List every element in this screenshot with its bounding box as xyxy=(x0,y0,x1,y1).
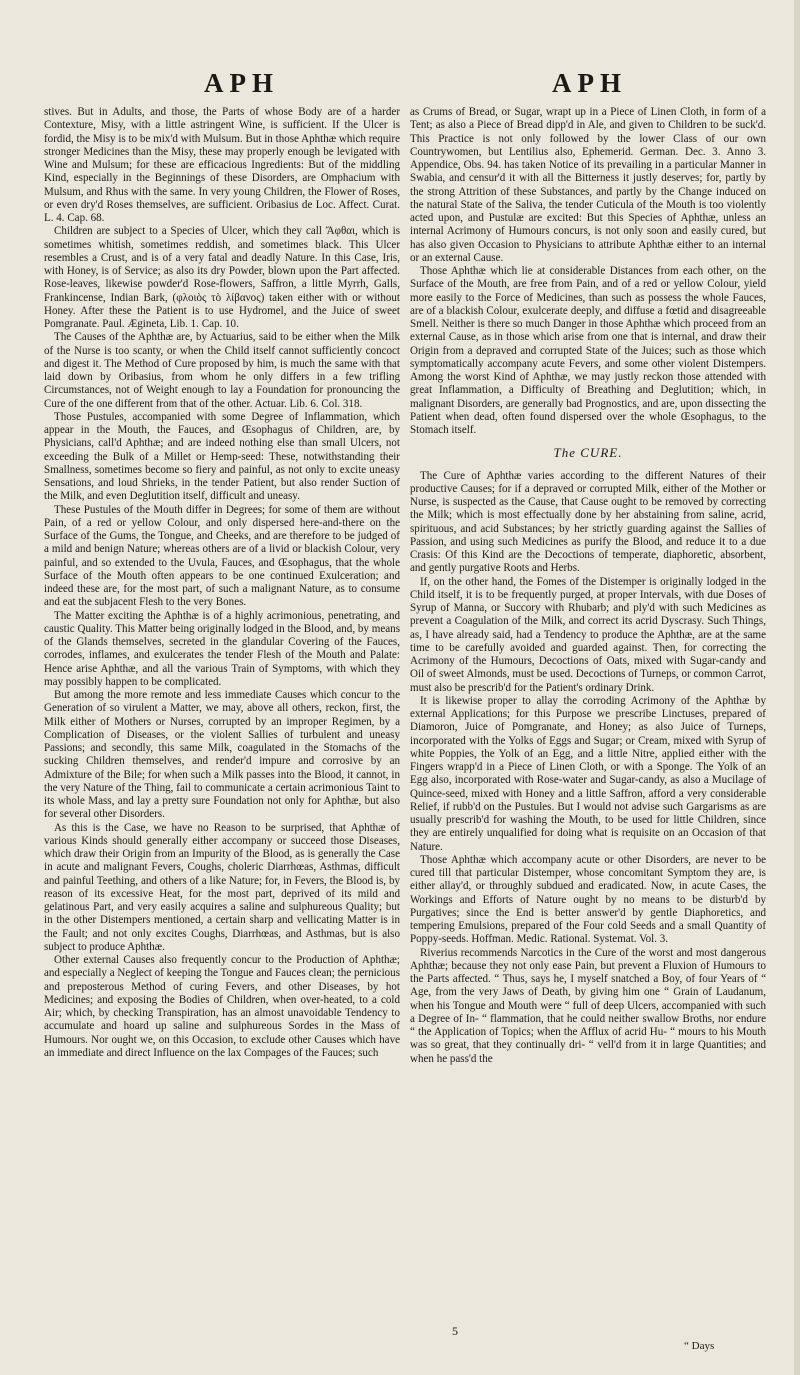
running-head-left: APH xyxy=(204,68,279,98)
section-heading-cure: The CURE. xyxy=(553,445,623,461)
paragraph: As this is the Case, we have no Reason to be surprised, that Aphthæ of various Kinds should generally either accompany or succeed those Diseases, which draw their Origin from an Impurity of the Blood, as is generally the Case in acute and malignant Fevers, Coughs, choleric Diarrhœas, Asthmas, difficult and painful Teething, and others of a like Nature; for, in Fevers, the Blood is, by reason of its excessive Heat, for the most part, deprived of its mild and gelatinous Part, and very easily acquires a saline and sulphureous Quality; but in the other Distempers mentioned, a certain sharp and vellicating Matter is in the Fault; and not only excites Coughs, Diarrhœas, and Asthmas, but is also subject to produce Aphthæ. xyxy=(44,821,400,953)
paragraph: Children are subject to a Species of Ulcer, which they call Ἄφθαι, which is sometimes whitish, sometimes reddish, and sometimes black. This Ulcer resembles a Crust, and is of a very fatal and deadly Nature. In this Case, Iris, with Honey, is of Service; as also its dry Powder, blown upon the Part affected. Rose-leaves, likewise powder'd Rose-flowers, Saffron, a little Myrrh, Galls, Frankincense, Indian Bark, (φλοιὸς τὸ λίβανος) taken either with or without Honey. After these the Patient is to use Hydromel, and the Juice of sweet Pomgranate. Paul. Ægineta, Lib. 1. Cap. 10. xyxy=(44,225,400,330)
paragraph: Other external Causes also frequently concur to the Production of Aphthæ; and especially a Neglect of keeping the Tongue and Fauces clean; the pernicious and preposterous Method of curing Fevers, and other Diseases, by hot Medicines; and exposing the Bodies of Children, when over-heated, to a cold Air; which, by checking Transpiration, has an almost unavoidable Tendency to accumulate and hoard up saline and sulphureous Sordes in the Mass of Humours. Nor ought we, on this Occasion, to exclude other Causes which have an immediate and direct Influence on the lax Compages of the Fauces; such xyxy=(44,954,400,1059)
paragraph: It is likewise proper to allay the corroding Acrimony of the Aphthæ by external Applications; for this Purpose we prescribe Linctuses, prepared of Diamoron, Juice of Pomgranate, and Honey; as also Juice of Turneps, incorporated with the Yolks of Eggs and Sugar; or Cream, mixed with Syrup of white Poppies, the Yolk of an Egg, and a little Nitre, applied either with the Fingers wrapp'd in a Piece of Linen Cloth, or with a Sponge. The Yolk of an Egg also, incorporated with Rose-water and Sugar-candy, as also a Mucilage of Quince-seed, mixed with Honey and a little Saffron, afford a very considerable Relief, if rubb'd on the Pustules. But I would not advise such Gargarisms as are usually prescrib'd for washing the Mouth, to be used for little Children, since they are entirely unqualified for doing what is requisite on an Occasion of that Nature. xyxy=(410,694,766,853)
paragraph: Riverius recommends Narcotics in the Cure of the worst and most dangerous Aphthæ; because they not only ease Pain, but prevent a Fluxion of Humours to the Parts affected. “ Thus, says he, I myself snatched a Boy, of four Years of “ Age, from the very Jaws of Death, by giving him one “ Grain of Laudanum, when his Tongue and Mouth were “ full of deep Ulcers, accompanied with such a Degree of In- “ flammation, that he could neither swallow Broths, nor endure “ the Application of Topics; when the Afflux of acrid Hu- “ mours to his Mouth was so great, that they continually dri- “ vell'd from it in large Quantities; and when he pass'd the xyxy=(410,946,766,1065)
paragraph: The Causes of the Aphthæ are, by Actuarius, said to be either when the Milk of the Nurse is too scanty, or when the Child itself cannot sufficiently concoct and digest it. The Method of Cure proposed by him, is much the same with that laid down by Oribasius, from whom he only differs in a few trifling Circumstances, not of Weight enough to lay a Foundation for pronouncing the Cure of the one different from that of the other. Actuar. Lib. 6. Col. 318. xyxy=(44,331,400,410)
running-head-right: APH xyxy=(552,68,627,98)
running-headers xyxy=(44,60,766,106)
left-column xyxy=(44,106,400,1066)
catchword: “ Days xyxy=(684,1340,715,1352)
paragraph: Those Aphthæ which lie at considerable Distances from each other, on the Surface of the Mouth, are free from Pain, and of a red or yellow Colour, yield more easily to the Force of Medicines, than such as possess the whole Fauces, are of a blackish Colour, exulcerate deeply, and diffuse a fœtid and disagreeable Smell. Neither is there so much Danger in those Aphthæ which proceed from an external Cause, as in those which arise from one that is internal, and draw their Origin from a depraved and corrupted State of the Juices; such as those which symptomatically accompany acute Fevers, and some other violent Distempers. Among the worst Kind of Aphthæ, we may justly reckon those attended with great Inflammation, a Difficulty of Breathing and Deglutition; which, in malignant Disorders, are generally bad Prognostics, and are, upon dissecting the Patient when dead, often found dispersed over the whole Œsophagus, to the Stomach itself. xyxy=(410,265,766,436)
paragraph: If, on the other hand, the Fomes of the Distemper is originally lodged in the Child itself, it is to be frequently purged, at proper Intervals, with due Doses of Syrup of Manna, or Succory with Rhubarb; and ply'd with such Medicines as prevent a Coagulation of the Milk, and correct its acrid Dyscrasy. Such Things, as, I have already said, had a Tendency to produce the Aphthæ, are at the same time to be carefully avoided and guarded against. Then, for correcting the Acrimony of the Humours, Decoctions of Oats, mixed with Sugar-candy and Oil of sweet Almonds, must be used. Decoctions of Turneps, or common Carrot, must also be prescrib'd for the Patient's ordinary Drink. xyxy=(410,575,766,694)
paragraph: as Crums of Bread, or Sugar, wrapt up in a Piece of Linen Cloth, in form of a Tent; as also a Piece of Bread dipp'd in Ale, and given to Children to be suck'd. This Practice is not only followed by the lower Class of our own Countrywomen, but Lentilius also, Ephemerid. German. Dec. 3. Anno 3. Appendice, Obs. 94. has taken Notice of its prevailing in a particular Manner in Swabia, and censur'd it with all the Bitterness it justly deserves; for, partly by the strong Attrition of these Substances, and partly by the Change induced on the natural State of the Saliva, the tender Cuticula of the Mouth is too violently acted upon, and Pustulæ are excited: But this Species of Aphthæ, unless an internal Acrimony of Humours concurs, is not only soon and easily cured, but has also given Occasion to Physicians to attribute Aphthæ either to an internal or an external Cause. xyxy=(410,106,766,264)
paragraph: The Cure of Aphthæ varies according to the different Natures of their productive Causes; for if a depraved or corrupted Milk, either of the Mother or Nurse, is suspected as the Cause, that Cause ought to be removed by correcting the Milk; which is most effectually done by her abstaining from saline, acrid, spirituous, and acid Substances; by her strictly guarding against the Sallies of Passion, and using such Medicines as purify the Blood, and reduce it to a due Crasis: Of this Kind are the Decoctions of temperate, diaphoretic, absorbent, and gently purgative Roots and Herbs. xyxy=(410,469,766,575)
paragraph: The Matter exciting the Aphthæ is of a highly acrimonious, penetrating, and caustic Quality. This Matter being originally lodged in the Blood, and, by means of the Glands themselves, secreted in the glandular Covering of the Fauces, corrodes, inflames, and exulcerates the tender Flesh of the Mouth and Palate: Hence arise Aphthæ, and all the various Train of Symptoms, with which they may possibly happen to be complicated. xyxy=(44,609,400,688)
text-columns xyxy=(44,106,766,1066)
paragraph: stives. But in Adults, and those, the Parts of whose Body are of a harder Contexture, Misy, with a little astringent Wine, is sufficient. If the Ulcer is fordid, the Misy is to be mix'd with Mulsum. But in those Aphthæ which require stronger Medicines than the Misy, these may properly enough be levigated with Wine and Mulsum; for these are efficacious Ingredients: But of the middling Kind, especially in the Beginnings of these Disorders, are Omphacium with Mulsum, and Rhus with the same. In very young Children, the Flower of Roses, or even dry'd Roses themselves, are sufficient. Oribasius de Loc. Affect. Curat. L. 4. Cap. 68. xyxy=(44,106,400,224)
paragraph: Those Aphthæ which accompany acute or other Disorders, are never to be cured till that particular Distemper, whose concomitant Symptom they are, is either allay'd, or throughly subdued and eradicated. Now, in acute Cases, the Workings and Efforts of Nature ought by no means to be disturb'd by Purgatives; since the End is better answer'd by gentle Diaphoretics, and tempering Emulsions, prepared of the Four cold Seeds and a small Quantity of Poppy-seeds. Hoffman. Medic. Rational. Systemat. Vol. 3. xyxy=(410,853,766,946)
paragraph: But among the more remote and less immediate Causes which concur to the Generation of so virulent a Matter, we may, above all others, reckon, first, the Milk either of Mothers or Nurses, corrupted by an improper Regimen, by a Complication of Diseases, or the violent Sallies of turbulent and uneasy Passions; and secondly, this same Milk, coagulated in the Stomachs of the sucking Children themselves, and render'd impure and corrosive by an Admixture of the Bile; for when such a Milk passes into the Blood, it cannot, in the very Nature of the Thing, fail to communicate a certain acrimonious Taint to its whole Mass, and lay a pretty sure Foundation not only for Aphthæ, but also for several other Disorders. xyxy=(44,689,400,821)
paragraph: Those Pustules, accompanied with some Degree of Inflammation, which appear in the Mouth, the Fauces, and Œsophagus of Children, are, by Physicians, call'd Aphthæ; and are indeed nothing else than small Ulcers, not exceeding the Bulk of a Millet or Hemp-seed: These, notwithstanding their Smallness, sometimes become so fiery and painful, as not only to excite uneasy Sensations, and loud Shrieks, in the tender Patient, but also render Suction of the Milk, and even Deglutition itself, difficult and uneasy. xyxy=(44,410,400,503)
right-column xyxy=(410,106,766,1066)
page-edge xyxy=(794,0,800,1375)
page-number: 5 xyxy=(452,1324,458,1338)
paragraph: These Pustules of the Mouth differ in Degrees; for some of them are without Pain, of a red or yellow Colour, and only dispersed here-and-there on the Surface of the Gums, the Tongue, and Cheeks, and are therefore to be judged of a mild and benign Nature; whereas others are of a livid or blackish Colour, very painful, and so extended to the Uvula, Fauces, and Œsophagus, that the whole Surface of the Mouth often appears to be one continued Exulceration; and indeed these are, for the most part, of such a malignant Nature, as to consume and eat the subjacent Flesh to the very Bones. xyxy=(44,503,400,609)
